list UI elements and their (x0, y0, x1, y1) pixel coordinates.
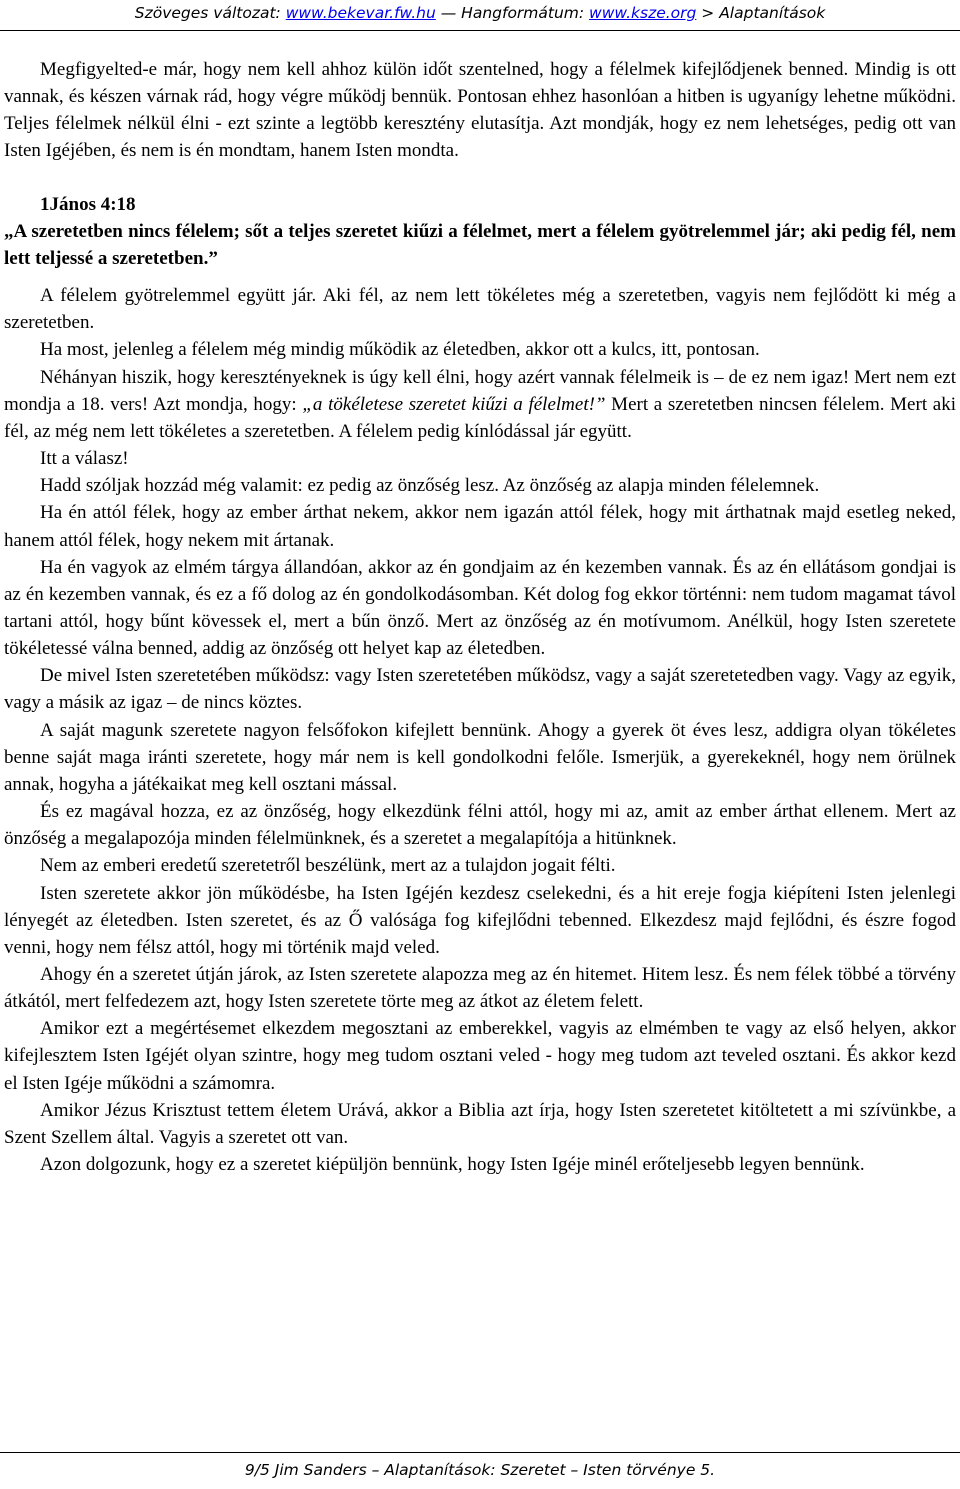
paragraph-gods-love: Isten szeretete akkor jön működésbe, ha Isten Igéjén kezdesz cselekedni, és a hit ereje fogja kiépíteni Isten jelenlegi lényegét az életedben. Isten szeretet, és az Ő valósága fog kifejlődni tebenned. Elkezdesz majd fejlődni, és észre fogod venni, hogy nem félsz attól, hogy mi történik majd veled. (4, 882, 956, 958)
paragraph-jesus-lord: Amikor Jézus Krisztust tettem életem Urává, akkor a Biblia azt írja, hogy Isten szeretetet kitöltetett a mi szívünkbe, a Szent Szellem által. Vagyis a szeretet ott van. (4, 1099, 956, 1148)
paragraph-answer: Itt a válasz! (40, 448, 129, 470)
header-text-version-label: Szöveges változat: (134, 4, 286, 22)
paragraph-some-believe-end: Mert a szeretetben nincsen félelem. Mert aki fél, az még nem lett tökéletes a szeretetben. A félelem pedig kínlódással jár együtt. (4, 393, 956, 442)
paragraph-some-believe (4, 364, 956, 445)
paragraph-some-believe-quote: „a tökéletese szeretet kiűzi a félelmet!” (302, 393, 606, 415)
page-header (0, 0, 960, 31)
paragraph-mind-object: Ha én vagyok az elmém tárgya állandóan, akkor az én gondjaim az én kezemben vannak. És az én ellátásom gondjai is az én kezemben vannak, és ez a fő dolog az én gondolkodásomban. Két dolog fog ekkor történni: nem tudom magamat távol tartani attól, hogy bűnt kövessek el, mert a bűn önző. Mert az önzőség az én motívumom. Anélkül, hogy Isten szeretete tökéletessé válna benned, addig az önzőség ott helyet kap az életedben. (4, 556, 956, 660)
paragraph-fear-torment: A félelem gyötrelemmel együtt jár. Aki fél, az nem lett tökéletes még a szeretetben, vagyis nem fejlődött ki még a szeretetben. (4, 285, 956, 334)
paragraph-sharing: Amikor ezt a megértésemet elkezdem megosztani az emberekkel, vagyis az elmémben te vagy az első helyen, akkor kifejlesztem Isten Igéjét olyan szintre, hogy meg tudom osztani veled - hogy meg tudom azt teveled osztani. És akkor kezd el Isten Igéje működni a számomra. (4, 1018, 956, 1094)
scripture-verse: „A szeretetben nincs félelem; sőt a teljes szeretet kiűzi a félelmet, mert a félelem gyötrelemmel jár; aki pedig fél, nem lett teljessé a szeretetben.” (4, 220, 956, 269)
paragraph-some-believe-start: Néhányan hiszik, hogy keresztényeknek is úgy kell élni, hogy azért vannak félelmeik is – de ez nem igaz! Mert nem ezt mondja a 18. vers! Azt mondja, hogy: (4, 366, 956, 415)
paragraph-intro: Megfigyelted-e már, hogy nem kell ahhoz külön időt szentelned, hogy a félelmek kifejlődjenek benned. Mindig is ott vannak, és készen várnak rád, hogy végre működj bennük. Pontosan ehhez hasonlóan a hitben is ugyanígy lehetne működni. Teljes félelmek nélkül élni - ezt szinte a legtöbb keresztény elutasítja. Azt mondják, hogy ez nem lehetséges, pedig ott van Isten Igéjében, és nem is én mondtam, hanem Isten mondta. (4, 59, 956, 162)
paragraph-walk-in-love: Ahogy én a szeretet útján járok, az Isten szeretete alapozza meg az én hitemet. Hitem lesz. És nem félek többé a törvény átkától, mert felfedezem azt, hogy Isten szeretete törte meg az átkot az életem felett. (4, 964, 956, 1013)
paragraph-human-love: Nem az emberi eredetű szeretetről beszélünk, mert az a tulajdon jogait félti. (40, 855, 616, 877)
paragraph-either-or: De mivel Isten szeretetében működsz: vagy Isten szeretetében működsz, vagy a saját szeretetedben vagy. Vagy az egyik, vagy a másik az igaz – de nincs köztes. (4, 665, 956, 714)
paragraph-foundation: És ez magával hozza, ez az önzőség, hogy elkezdünk félni attól, hogy mi az, amit az ember árthat ellenem. Mert az önzőség a megalapozója minden félelmünknek, és a szeretet a megalapítója a hitünknek. (4, 801, 956, 850)
footer-text: 9/5 Jim Sanders – Alaptanítások: Szeretet – Isten törvénye 5. (244, 1461, 716, 1479)
header-link-bekevar[interactable]: www.bekevar.fw.hu (285, 4, 436, 22)
paragraph-self-love: A saját magunk szeretete nagyon felsőfokon kifejlett bennünk. Ahogy a gyerek öt éves lesz, addigra olyan tökéletes benne saját maga iránti szeretete, hogy már nem is kell gondolkodni felőle. Ismerjük, a gyerekeknél, hogy nem örülnek annak, hogyha a játékaikat meg kell osztani mással. (4, 719, 956, 795)
header-audio-format-label: — Hangformátum: (435, 4, 590, 22)
paragraph-harm: Ha én attól félek, hogy az ember árthat nekem, akkor nem igazán attól félek, hogy mit árthatnak majd esetleg neked, hanem attól félek, hogy nekem mit ártanak. (4, 502, 956, 551)
paragraph-closing: Azon dolgozunk, hogy ez a szeretet kiépüljön bennünk, hogy Isten Igéje minél erőteljesebb legyen bennünk. (40, 1154, 865, 1176)
paragraph-key: Ha most, jelenleg a félelem még mindig működik az életedben, akkor ott a kulcs, itt, pontosan. (40, 339, 760, 361)
header-breadcrumb-tail: > Alaptanítások (696, 4, 826, 22)
scripture-reference: 1János 4:18 (40, 193, 136, 215)
page-footer (0, 1452, 960, 1489)
header-link-ksze[interactable]: www.ksze.org (589, 4, 697, 22)
document-body (4, 56, 956, 1178)
paragraph-selfishness: Hadd szóljak hozzád még valamit: ez pedig az önzőség lesz. Az önzőség az alapja minden félelemnek. (40, 475, 820, 497)
